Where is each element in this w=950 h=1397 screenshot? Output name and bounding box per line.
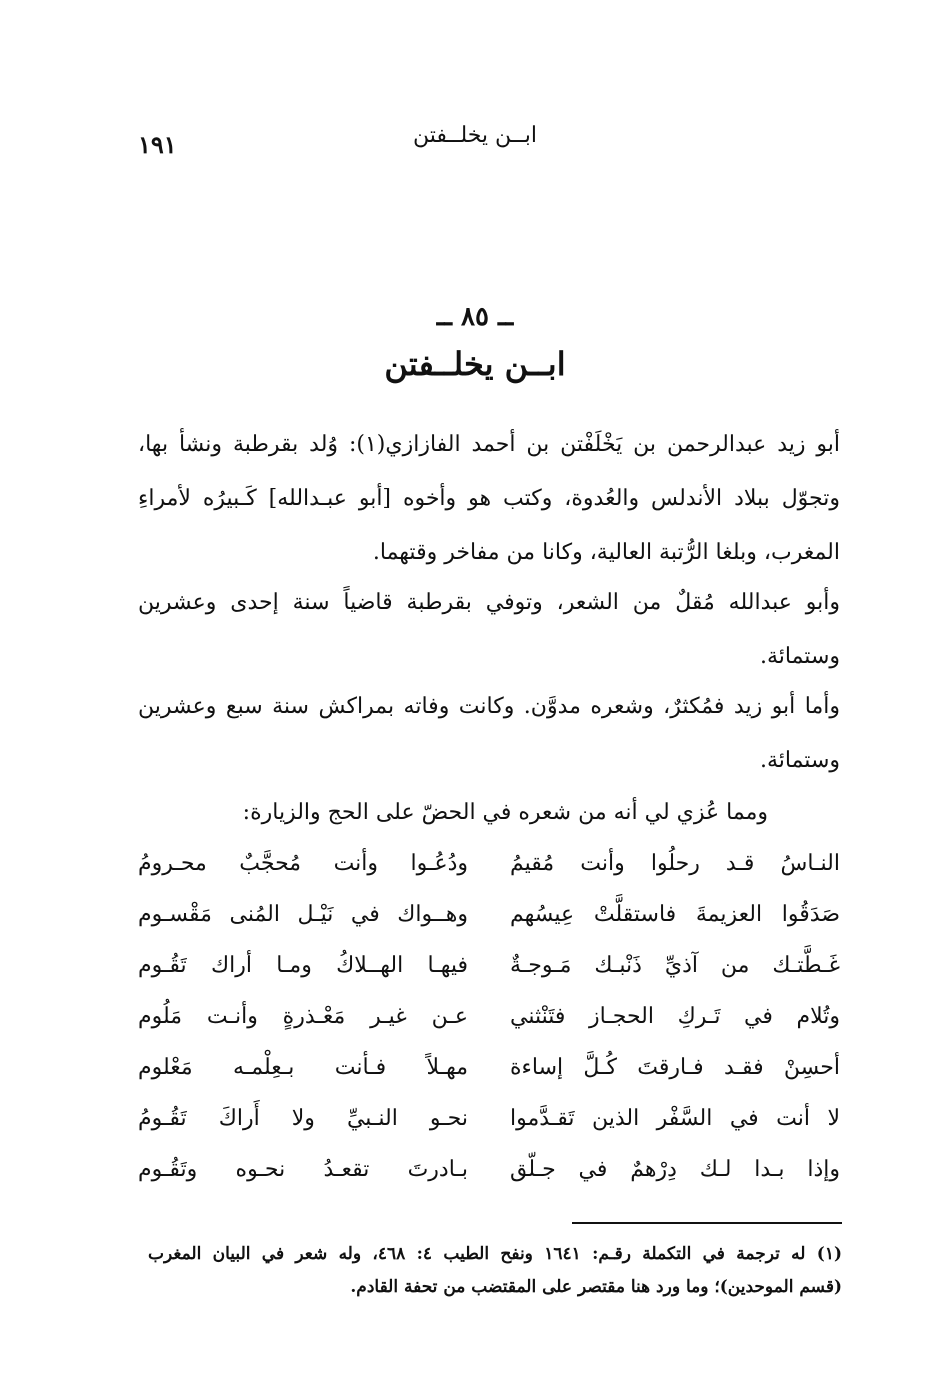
- footnotes: [148, 1238, 842, 1304]
- verse: [138, 1042, 840, 1093]
- verse-first-hemistich: النـاسُ قـد رحلُوا وأنت مُقيمُ: [510, 851, 840, 876]
- page-number: ١٩١: [138, 130, 177, 159]
- paragraph-biography: أبو زيد عبدالرحمن بن يَخْلَفْتن بن أحمد الفازازي(١): وُلد بقرطبة ونشأ بها، وتجوّل ببلاد الأندلس والعُدوة، وكتب هو وأخوه [أبو عبـدالله] كَـبيرُه لأمراءِ المغرب، وبلغا الرُّتبة العالية، وكانا من مفاخر وقتهما.: [138, 432, 840, 565]
- verse-first-hemistich: أحسِنْ فقـد فـارقتَ كُـلَّ إساءة: [510, 1055, 840, 1080]
- verse: [138, 1144, 840, 1195]
- verse-first-hemistich: لا أنت في السَّفْر الذين تَقـدَّموا: [510, 1106, 840, 1131]
- running-title: ابــن يخلــفتن: [413, 123, 537, 148]
- verse-second-hemistich: ودُعُـوا وأنت مُحجَّبٌ محـرومُ: [138, 851, 468, 876]
- verse-second-hemistich: وهــواك في نَيْـل المُنى مَقْسـوم: [138, 902, 468, 927]
- entry-title: ابــن يخلــفتن: [384, 345, 566, 383]
- verse-first-hemistich: وتُلام في تَـركِ الحجـاز فتَنْثني: [510, 1004, 840, 1029]
- footnote-line: (١) له ترجمة في التكملة رقـم: ١٦٤١ ونفح الطيب ٤: ٤٦٨، وله شعر في البيان المغرب: [148, 1244, 842, 1264]
- verse-second-hemistich: بـادرتَ تقعـدُ نحـوه وتَقُـوم: [138, 1157, 468, 1182]
- paragraph-abu-zayd: وأما أبو زيد فمُكثرٌ، وشعره مدوَّن. وكانت وفاته بمراكش سنة سبع وعشرين وستمائة.: [138, 694, 840, 773]
- paragraph-abu-abdallah: وأبو عبدالله مُقلٌ من الشعر، وتوفي بقرطبة قاضياً سنة إحدى وعشرين وستمائة.: [138, 590, 840, 669]
- entry-number: ــ ٨٥ ــ: [436, 302, 514, 332]
- verse-first-hemistich: صَدَقُوا العزيمةَ فاستقلَّتْ عِيسُهم: [510, 902, 840, 927]
- verse-second-hemistich: نحـو النـبيِّ ولا أَراكَ تَقُـومُ: [138, 1106, 468, 1131]
- footnote-line: (قسم الموحدين)؛ وما ورد هنا مقتصر على المقتضب من تحفة القادم.: [350, 1277, 842, 1297]
- poem: [138, 838, 840, 1195]
- verse-second-hemistich: عـن غيـر مَعْـذرةٍ وأنـت مَلُوم: [138, 1004, 468, 1029]
- verse-first-hemistich: غَـطَّتـك من آذيِّ ذَنْبـك مَـوجـةٌ: [510, 953, 840, 978]
- verse: [138, 889, 840, 940]
- verse-first-hemistich: وإذا بـدا لـك دِرْهمٌ في جـلّق: [510, 1157, 840, 1182]
- poem-intro: ومما عُزي لي أنه من شعره في الحضّ على الحج والزيارة:: [242, 800, 768, 825]
- verse: [138, 991, 840, 1042]
- footnote-divider: [572, 1222, 842, 1224]
- verse-second-hemistich: فيهـا الهــلاكُ ومـا أراك تَقُـوم: [138, 953, 468, 978]
- verse: [138, 940, 840, 991]
- verse: [138, 1093, 840, 1144]
- verse: [138, 838, 840, 889]
- verse-second-hemistich: مهـلاً فـأنت بـعِلْمـه مَعْلوم: [138, 1055, 468, 1080]
